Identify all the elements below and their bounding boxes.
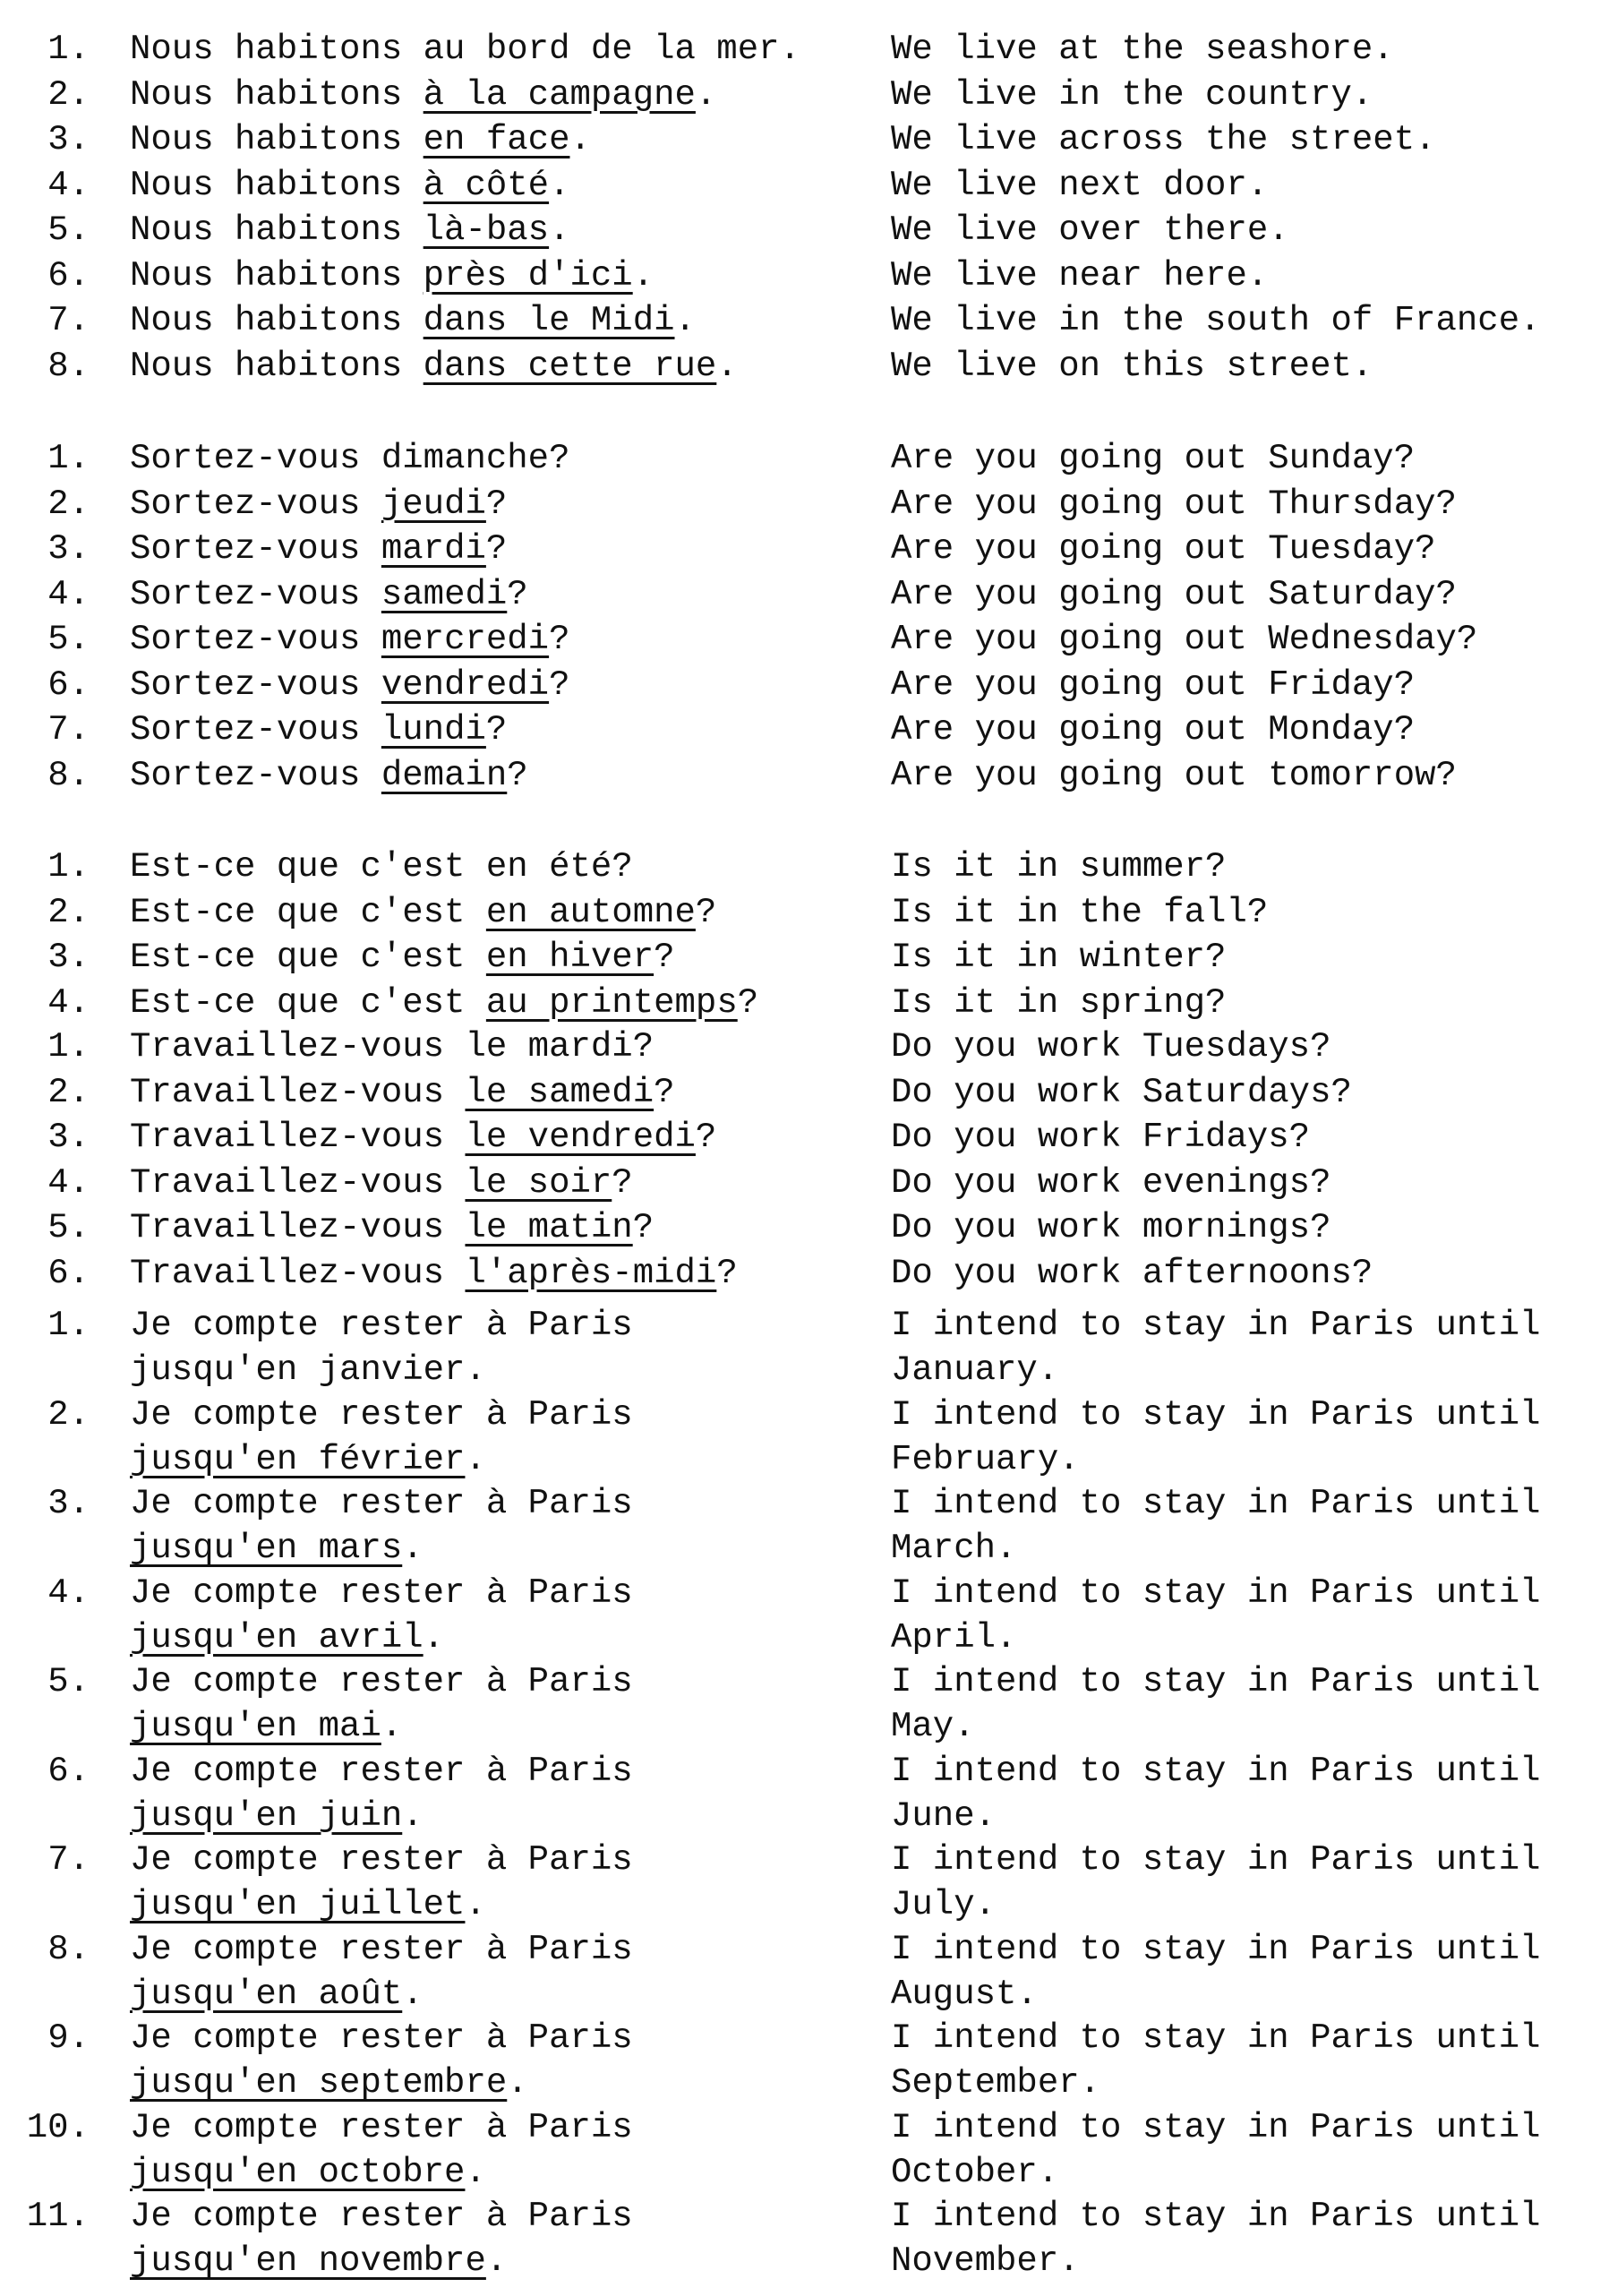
item-number: 3. — [47, 529, 90, 569]
item-number: 6. — [47, 255, 90, 296]
drill-row — [0, 890, 1617, 935]
french-stem: Nous habitons — [130, 255, 424, 296]
french-punctuation: . — [507, 2063, 528, 2103]
french-punctuation: . — [465, 2152, 486, 2192]
english-translation: Is it in the fall? — [891, 892, 1269, 932]
french-stem: Est-ce que c'est — [130, 982, 486, 1023]
french-stem: Travaillez-vous — [130, 1253, 466, 1293]
english-translation: We live next door. — [891, 165, 1269, 205]
english-translation — [891, 1481, 1541, 1571]
item-number: 6. — [47, 1751, 90, 1791]
drill-row — [0, 2105, 1617, 2195]
drill-row — [0, 617, 1617, 662]
french-punctuation: ? — [695, 892, 717, 932]
french-punctuation: ? — [549, 664, 570, 705]
french-punctuation: . — [716, 346, 738, 386]
drill-row — [0, 1392, 1617, 1482]
french-stem: Nous habitons — [130, 30, 424, 69]
french-line-1: Je compte rester à Paris — [130, 1484, 633, 1523]
english-translation — [891, 1749, 1541, 1838]
french-stem: Nous habitons — [130, 210, 424, 250]
french-sentence — [130, 1024, 654, 1069]
english-line-1: I intend to stay in Paris until — [891, 1394, 1541, 1435]
french-substitution: jusqu'en mars — [130, 1529, 403, 1568]
french-punctuation: ? — [549, 439, 570, 478]
french-substitution: jusqu'en juin — [130, 1795, 403, 1836]
english-translation: Do you work afternoons? — [891, 1253, 1373, 1293]
english-line-2: October. — [891, 2152, 1059, 2192]
french-punctuation: . — [549, 210, 570, 250]
french-sentence — [130, 1749, 633, 1838]
french-substitution: en hiver — [485, 938, 654, 977]
french-sentence — [130, 844, 633, 889]
french-line-1: Je compte rester à Paris — [130, 1662, 633, 1701]
item-number: 2. — [47, 74, 90, 115]
french-substitution: à la campagne — [423, 74, 696, 115]
english-translation: Do you work Tuesdays? — [891, 1027, 1331, 1067]
english-translation — [891, 1927, 1541, 2017]
french-punctuation: . — [779, 30, 800, 69]
french-stem: Sortez-vous — [130, 574, 381, 614]
english-translation: Are you going out Saturday? — [891, 574, 1457, 614]
drill-row — [0, 2016, 1617, 2105]
french-line-2 — [130, 1615, 633, 1660]
item-number: 1. — [47, 847, 90, 887]
french-punctuation: ? — [632, 1027, 654, 1067]
french-substitution: près d'ici — [423, 255, 633, 296]
drill-row — [0, 344, 1617, 389]
french-substitution: l'après-midi — [465, 1253, 717, 1293]
english-translation: Are you going out Thursday? — [891, 484, 1457, 524]
english-translation: Is it in spring? — [891, 982, 1227, 1023]
french-sentence — [130, 753, 528, 798]
french-punctuation: . — [569, 120, 591, 159]
french-punctuation: . — [381, 1707, 403, 1746]
drill-row — [0, 1303, 1617, 1392]
french-substitution: mercredi — [381, 620, 550, 659]
english-translation — [891, 1303, 1541, 1392]
english-line-1: I intend to stay in Paris until — [891, 1306, 1541, 1345]
english-translation: Do you work mornings? — [891, 1208, 1331, 1247]
drill-row — [0, 436, 1617, 481]
french-sentence — [130, 1303, 633, 1392]
french-sentence — [130, 935, 675, 980]
english-line-1: I intend to stay in Paris until — [891, 1662, 1541, 1701]
french-substitution: le samedi — [465, 1072, 654, 1112]
item-number: 7. — [47, 710, 90, 750]
french-punctuation: . — [465, 1350, 486, 1390]
english-translation: We live near here. — [891, 255, 1269, 296]
french-substitution: le vendredi — [465, 1118, 696, 1157]
french-punctuation: . — [465, 1885, 486, 1924]
french-sentence — [130, 981, 758, 1025]
french-sentence — [130, 572, 528, 617]
item-number: 1. — [47, 1027, 90, 1067]
english-translation: Do you work Saturdays? — [891, 1072, 1352, 1112]
french-stem: Est-ce que c'est — [130, 847, 486, 887]
french-sentence — [130, 482, 507, 527]
item-number: 7. — [47, 1840, 90, 1880]
french-punctuation: ? — [507, 755, 528, 795]
french-substitution: jusqu'en janvier — [130, 1350, 466, 1390]
drill-row — [0, 1070, 1617, 1115]
english-line-2: May. — [891, 1707, 975, 1746]
french-substitution: le matin — [465, 1208, 633, 1247]
french-sentence — [130, 707, 507, 752]
french-punctuation: ? — [485, 710, 508, 750]
french-substitution: jusqu'en septembre — [130, 2063, 508, 2103]
french-punctuation: . — [674, 301, 696, 340]
french-sentence — [130, 344, 738, 389]
english-translation: Is it in summer? — [891, 847, 1227, 887]
item-number: 4. — [47, 1572, 90, 1613]
french-punctuation: ? — [612, 847, 633, 887]
french-sentence — [130, 1161, 633, 1205]
french-punctuation: ? — [695, 1118, 717, 1157]
drill-row — [0, 981, 1617, 1025]
english-translation — [891, 1571, 1541, 1660]
french-sentence — [130, 1205, 654, 1250]
french-punctuation: ? — [632, 1208, 654, 1247]
french-line-1: Je compte rester à Paris — [130, 2107, 633, 2147]
french-sentence — [130, 1251, 738, 1296]
item-number: 3. — [47, 938, 90, 977]
english-line-2: August. — [891, 1974, 1038, 2014]
french-line-2 — [130, 1526, 633, 1571]
drill-row — [0, 253, 1617, 298]
french-sentence — [130, 27, 800, 72]
english-translation — [891, 2016, 1541, 2105]
french-punctuation: ? — [716, 1253, 738, 1293]
french-stem: Travaillez-vous — [130, 1027, 466, 1067]
french-stem: Nous habitons — [130, 346, 424, 386]
french-stem: Sortez-vous — [130, 620, 381, 659]
french-punctuation: . — [402, 1529, 424, 1568]
english-translation: Are you going out Tuesday? — [891, 529, 1436, 569]
item-number: 8. — [47, 1929, 90, 1969]
english-line-1: I intend to stay in Paris until — [891, 2018, 1541, 2058]
french-punctuation: . — [402, 1974, 424, 2014]
english-line-2: November. — [891, 2241, 1080, 2281]
drill-row — [0, 27, 1617, 72]
french-line-2 — [130, 2239, 633, 2283]
french-stem: Nous habitons — [130, 301, 424, 340]
item-number: 4. — [47, 1162, 90, 1203]
item-number: 9. — [47, 2018, 90, 2058]
item-number: 5. — [47, 1662, 90, 1701]
item-number: 5. — [47, 210, 90, 250]
french-stem: Sortez-vous — [130, 439, 381, 478]
french-sentence — [130, 1838, 633, 1927]
french-stem: Nous habitons — [130, 74, 424, 115]
item-number: 2. — [47, 1394, 90, 1435]
french-substitution: à côté — [423, 165, 550, 205]
english-translation: We live across the street. — [891, 120, 1436, 159]
french-stem: Travaillez-vous — [130, 1208, 466, 1247]
french-substitution: jusqu'en avril — [130, 1617, 424, 1658]
drill-row — [0, 1838, 1617, 1927]
english-translation: Is it in winter? — [891, 938, 1227, 977]
french-sentence — [130, 617, 570, 662]
item-number: 1. — [47, 1306, 90, 1345]
french-sentence — [130, 117, 591, 162]
french-punctuation: ? — [549, 620, 570, 659]
drill-row — [0, 482, 1617, 527]
french-sentence — [130, 527, 507, 571]
french-sentence — [130, 663, 570, 707]
item-number: 6. — [47, 664, 90, 705]
french-sentence — [130, 1481, 633, 1571]
french-line-1: Je compte rester à Paris — [130, 2018, 633, 2058]
french-line-2 — [130, 1437, 633, 1482]
item-number: 7. — [47, 301, 90, 340]
english-translation: We live on this street. — [891, 346, 1373, 386]
french-stem: Sortez-vous — [130, 710, 381, 750]
french-substitution: en automne — [485, 892, 696, 932]
english-line-2: April. — [891, 1617, 1017, 1658]
french-substitution: le mardi — [465, 1027, 633, 1067]
item-number: 1. — [47, 30, 90, 69]
french-sentence — [130, 298, 696, 343]
english-line-1: I intend to stay in Paris until — [891, 1840, 1541, 1880]
french-substitution: jusqu'en mai — [130, 1707, 381, 1746]
french-substitution: jusqu'en novembre — [130, 2241, 486, 2281]
english-translation — [891, 1659, 1541, 1749]
item-number: 1. — [47, 439, 90, 478]
french-line-2 — [130, 1972, 633, 2017]
english-translation: We live in the south of France. — [891, 301, 1541, 340]
item-number: 6. — [47, 1253, 90, 1293]
french-punctuation: . — [632, 255, 654, 296]
english-translation: We live in the country. — [891, 74, 1373, 115]
drill-row — [0, 1927, 1617, 2017]
french-substitution: demain — [381, 755, 508, 795]
item-number: 2. — [47, 1072, 90, 1112]
english-translation: We live at the seashore. — [891, 30, 1394, 69]
english-line-1: I intend to stay in Paris until — [891, 2197, 1541, 2236]
drill-row — [0, 298, 1617, 343]
french-substitution: lundi — [381, 710, 486, 750]
french-substitution: jusqu'en février — [130, 1439, 466, 1479]
french-punctuation: ? — [612, 1162, 633, 1203]
french-punctuation: . — [695, 74, 717, 115]
french-substitution: vendredi — [381, 664, 550, 705]
english-translation — [891, 2105, 1541, 2195]
drill-row — [0, 527, 1617, 571]
french-punctuation: . — [402, 1795, 424, 1836]
french-sentence — [130, 1070, 675, 1115]
english-line-2: January. — [891, 1350, 1059, 1390]
french-substitution: au printemps — [485, 982, 738, 1023]
drill-row — [0, 753, 1617, 798]
french-sentence — [130, 2105, 633, 2195]
french-substitution: jusqu'en août — [130, 1974, 403, 2014]
french-sentence — [130, 1571, 633, 1660]
english-line-1: I intend to stay in Paris until — [891, 1751, 1541, 1791]
drill-row — [0, 1205, 1617, 1250]
french-line-1: Je compte rester à Paris — [130, 1929, 633, 1969]
item-number: 5. — [47, 1208, 90, 1247]
french-substitution: au bord de la mer — [423, 30, 780, 69]
french-line-2 — [130, 1882, 633, 1927]
drill-row — [0, 844, 1617, 889]
drill-row — [0, 572, 1617, 617]
drill-row — [0, 1161, 1617, 1205]
english-line-2: March. — [891, 1529, 1017, 1568]
french-substitution: en été — [485, 847, 612, 887]
english-line-1: I intend to stay in Paris until — [891, 1572, 1541, 1613]
english-translation: Are you going out Sunday? — [891, 439, 1416, 478]
french-stem: Est-ce que c'est — [130, 892, 486, 932]
english-translation — [891, 1838, 1541, 1927]
french-sentence — [130, 1392, 633, 1482]
english-line-1: I intend to stay in Paris until — [891, 1484, 1541, 1523]
french-line-1: Je compte rester à Paris — [130, 2197, 633, 2236]
french-punctuation: ? — [485, 529, 508, 569]
french-stem: Est-ce que c'est — [130, 938, 486, 977]
drill-row — [0, 1749, 1617, 1838]
english-translation: Are you going out Monday? — [891, 710, 1416, 750]
french-line-2 — [130, 1704, 633, 1749]
english-line-2: July. — [891, 1885, 997, 1924]
french-line-1: Je compte rester à Paris — [130, 1394, 633, 1435]
french-sentence — [130, 436, 570, 481]
drill-row — [0, 1659, 1617, 1749]
english-translation — [891, 1392, 1541, 1482]
french-substitution: jusqu'en juillet — [130, 1885, 466, 1924]
french-stem: Sortez-vous — [130, 529, 381, 569]
french-stem: Travaillez-vous — [130, 1162, 466, 1203]
item-number: 4. — [47, 165, 90, 205]
french-sentence — [130, 2194, 633, 2283]
french-stem: Sortez-vous — [130, 755, 381, 795]
drill-row — [0, 73, 1617, 117]
french-substitution: dimanche — [381, 439, 550, 478]
item-number: 2. — [47, 892, 90, 932]
french-sentence — [130, 1115, 716, 1160]
drill-row — [0, 935, 1617, 980]
english-line-1: I intend to stay in Paris until — [891, 1929, 1541, 1969]
english-line-2: February. — [891, 1439, 1080, 1479]
french-sentence — [130, 1659, 633, 1749]
drill-row — [0, 1571, 1617, 1660]
drill-row — [0, 1251, 1617, 1296]
french-sentence — [130, 163, 570, 208]
french-stem: Sortez-vous — [130, 484, 381, 524]
french-sentence — [130, 253, 654, 298]
french-punctuation: ? — [654, 1072, 675, 1112]
drill-row — [0, 208, 1617, 253]
french-punctuation: ? — [507, 574, 528, 614]
english-line-2: September. — [891, 2063, 1101, 2103]
english-translation: Are you going out Friday? — [891, 664, 1416, 705]
french-substitution: samedi — [381, 574, 508, 614]
french-stem: Nous habitons — [130, 120, 424, 159]
drill-row — [0, 117, 1617, 162]
item-number: 2. — [47, 484, 90, 524]
item-number: 3. — [47, 1118, 90, 1157]
french-line-2 — [130, 1794, 633, 1838]
item-number: 8. — [47, 755, 90, 795]
french-punctuation: ? — [737, 982, 759, 1023]
french-sentence — [130, 73, 716, 117]
item-number: 4. — [47, 982, 90, 1023]
english-translation: Are you going out Wednesday? — [891, 620, 1478, 659]
french-punctuation: ? — [654, 938, 675, 977]
item-number: 8. — [47, 346, 90, 386]
french-substitution: jusqu'en octobre — [130, 2152, 466, 2192]
english-translation — [891, 2194, 1541, 2283]
french-line-2 — [130, 2150, 633, 2195]
drill-row — [0, 707, 1617, 752]
french-substitution: en face — [423, 120, 570, 159]
english-line-1: I intend to stay in Paris until — [891, 2107, 1541, 2147]
french-line-2 — [130, 1348, 633, 1392]
english-translation: Do you work Fridays? — [891, 1118, 1311, 1157]
french-line-2 — [130, 2060, 633, 2105]
drill-row — [0, 1481, 1617, 1571]
english-translation: We live over there. — [891, 210, 1289, 250]
french-stem: Sortez-vous — [130, 664, 381, 705]
french-substitution: le soir — [465, 1162, 612, 1203]
french-stem: Nous habitons — [130, 165, 424, 205]
french-punctuation: . — [485, 2241, 508, 2281]
drill-row — [0, 1115, 1617, 1160]
french-substitution: jeudi — [381, 484, 486, 524]
french-substitution: là-bas — [423, 210, 550, 250]
french-substitution: dans cette rue — [423, 346, 717, 386]
french-substitution: dans le Midi — [423, 301, 675, 340]
english-translation: Do you work evenings? — [891, 1162, 1331, 1203]
french-sentence — [130, 890, 716, 935]
french-line-1: Je compte rester à Paris — [130, 1840, 633, 1880]
french-punctuation: . — [423, 1617, 445, 1658]
drill-row — [0, 1024, 1617, 1069]
french-stem: Travaillez-vous — [130, 1072, 466, 1112]
french-line-1: Je compte rester à Paris — [130, 1572, 633, 1613]
item-number: 3. — [47, 1484, 90, 1523]
english-line-2: June. — [891, 1795, 997, 1836]
english-translation: Are you going out tomorrow? — [891, 755, 1457, 795]
french-punctuation: ? — [485, 484, 508, 524]
drill-row — [0, 2194, 1617, 2283]
french-punctuation: . — [549, 165, 570, 205]
item-number: 11. — [26, 2197, 90, 2236]
french-sentence — [130, 208, 570, 253]
item-number: 3. — [47, 120, 90, 159]
drill-row — [0, 663, 1617, 707]
french-punctuation: . — [465, 1439, 486, 1479]
french-sentence — [130, 1927, 633, 2017]
french-line-1: Je compte rester à Paris — [130, 1751, 633, 1791]
french-substitution: mardi — [381, 529, 486, 569]
drill-row — [0, 163, 1617, 208]
french-sentence — [130, 2016, 633, 2105]
item-number: 4. — [47, 574, 90, 614]
french-line-1: Je compte rester à Paris — [130, 1306, 633, 1345]
item-number: 5. — [47, 620, 90, 659]
item-number: 10. — [26, 2107, 90, 2147]
french-stem: Travaillez-vous — [130, 1118, 466, 1157]
